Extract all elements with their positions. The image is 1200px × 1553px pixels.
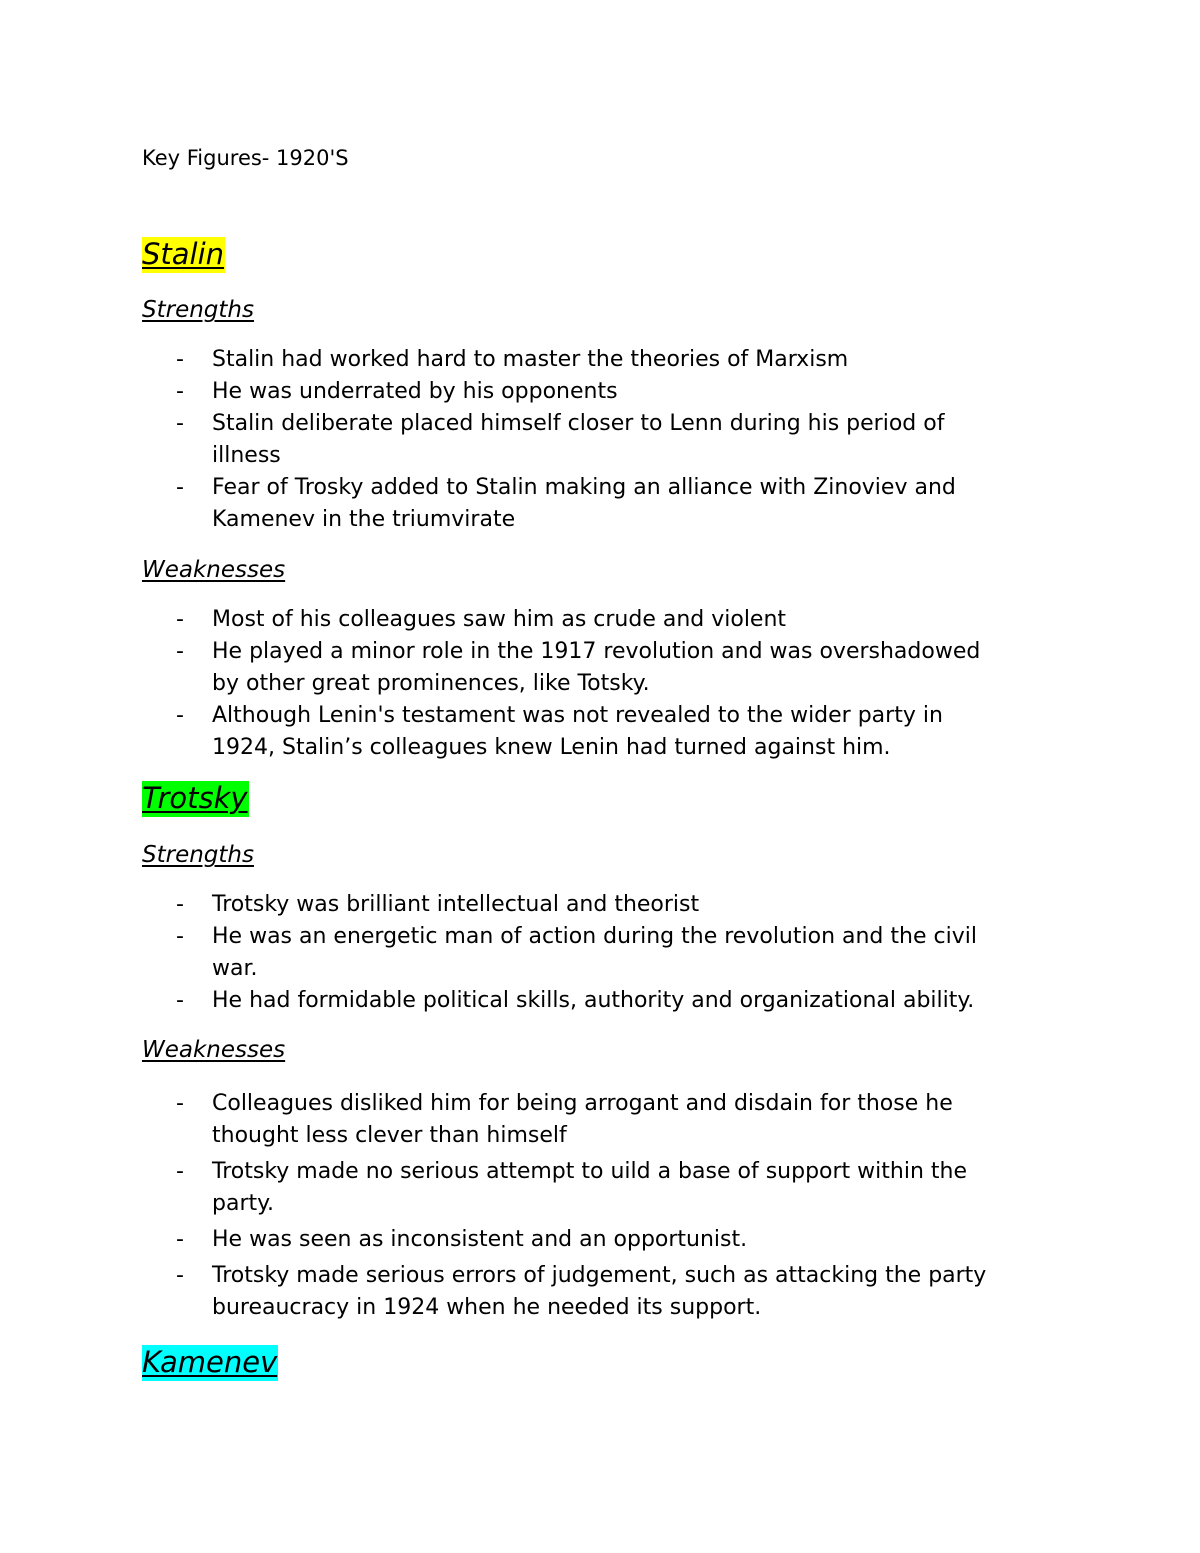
bullet-dash: -	[176, 924, 184, 949]
bullet-dash: -	[176, 892, 184, 917]
subheading-trotsky-weaknesses: Weaknesses	[142, 1037, 286, 1063]
list-item-text: He was underrated by his opponents	[212, 379, 618, 404]
heading-kamenev	[142, 1344, 278, 1380]
list-item-text: He had formidable political skills, authority and organizational ability.	[212, 988, 975, 1013]
subheading-stalin-weaknesses: Weaknesses	[142, 557, 286, 583]
subheading-trotsky-strengths: Strengths	[142, 842, 254, 868]
list-item	[0, 889, 1200, 921]
bullet-dash: -	[176, 1091, 184, 1116]
list-item	[0, 1260, 1200, 1328]
bullet-dash: -	[176, 1227, 184, 1252]
list-item	[0, 1088, 1200, 1156]
list-item	[0, 604, 1200, 636]
list-item-text: He was seen as inconsistent and an opportunist.	[212, 1227, 748, 1252]
list-item-text: Fear of Trosky added to Stalin making an alliance with Zinoviev and	[212, 475, 956, 500]
list-item-text-continued: party.	[212, 1191, 274, 1216]
heading-kamenev-text: Kamenev	[142, 1345, 278, 1379]
list-item	[0, 985, 1200, 1017]
list-item-text: Although Lenin's testament was not revealed to the wider party in	[212, 703, 943, 728]
list-item	[0, 636, 1200, 700]
list-item	[0, 700, 1200, 764]
list-stalin-weaknesses	[0, 604, 1200, 764]
list-trotsky-weaknesses	[0, 1088, 1200, 1328]
bullet-dash: -	[176, 607, 184, 632]
heading-trotsky	[142, 780, 249, 816]
list-item	[0, 1224, 1200, 1260]
list-item-text-continued: thought less clever than himself	[212, 1123, 567, 1148]
bullet-dash: -	[176, 639, 184, 664]
bullet-dash: -	[176, 988, 184, 1013]
list-item-text: He played a minor role in the 1917 revolution and was overshadowed	[212, 639, 981, 664]
bullet-dash: -	[176, 475, 184, 500]
list-item-text: Colleagues disliked him for being arrogant and disdain for those he	[212, 1091, 953, 1116]
list-item-text: Trotsky was brilliant intellectual and theorist	[212, 892, 700, 917]
list-item-text: Stalin deliberate placed himself closer to Lenn during his period of	[212, 411, 945, 436]
bullet-dash: -	[176, 1263, 184, 1288]
bullet-dash: -	[176, 411, 184, 436]
list-item	[0, 921, 1200, 985]
list-item-text: Most of his colleagues saw him as crude and violent	[212, 607, 787, 632]
bullet-dash: -	[176, 347, 184, 372]
list-stalin-strengths	[0, 344, 1200, 536]
list-item	[0, 1156, 1200, 1224]
list-trotsky-strengths	[0, 889, 1200, 1017]
heading-stalin	[142, 236, 225, 272]
list-item	[0, 344, 1200, 376]
list-item	[0, 408, 1200, 472]
list-item-text-continued: Kamenev in the triumvirate	[212, 507, 516, 532]
list-item-text-continued: 1924, Stalin’s colleagues knew Lenin had turned against him.	[212, 735, 891, 760]
list-item-text-continued: illness	[212, 443, 281, 468]
bullet-dash: -	[176, 703, 184, 728]
list-item-text: Stalin had worked hard to master the theories of Marxism	[212, 347, 849, 372]
list-item-text: He was an energetic man of action during the revolution and the civil	[212, 924, 977, 949]
list-item	[0, 376, 1200, 408]
list-item-text: Trotsky made no serious attempt to uild a base of support within the	[212, 1159, 967, 1184]
heading-stalin-text: Stalin	[142, 237, 225, 271]
heading-trotsky-text: Trotsky	[142, 781, 248, 815]
list-item-text-continued: bureaucracy in 1924 when he needed its support.	[212, 1295, 762, 1320]
bullet-dash: -	[176, 1159, 184, 1184]
document-title: Key Figures- 1920'S	[142, 146, 349, 170]
list-item-text: Trotsky made serious errors of judgement, such as attacking the party	[212, 1263, 987, 1288]
list-item	[0, 472, 1200, 536]
subheading-stalin-strengths: Strengths	[142, 297, 254, 323]
list-item-text-continued: by other great prominences, like Totsky.	[212, 671, 650, 696]
list-item-text-continued: war.	[212, 956, 258, 981]
bullet-dash: -	[176, 379, 184, 404]
